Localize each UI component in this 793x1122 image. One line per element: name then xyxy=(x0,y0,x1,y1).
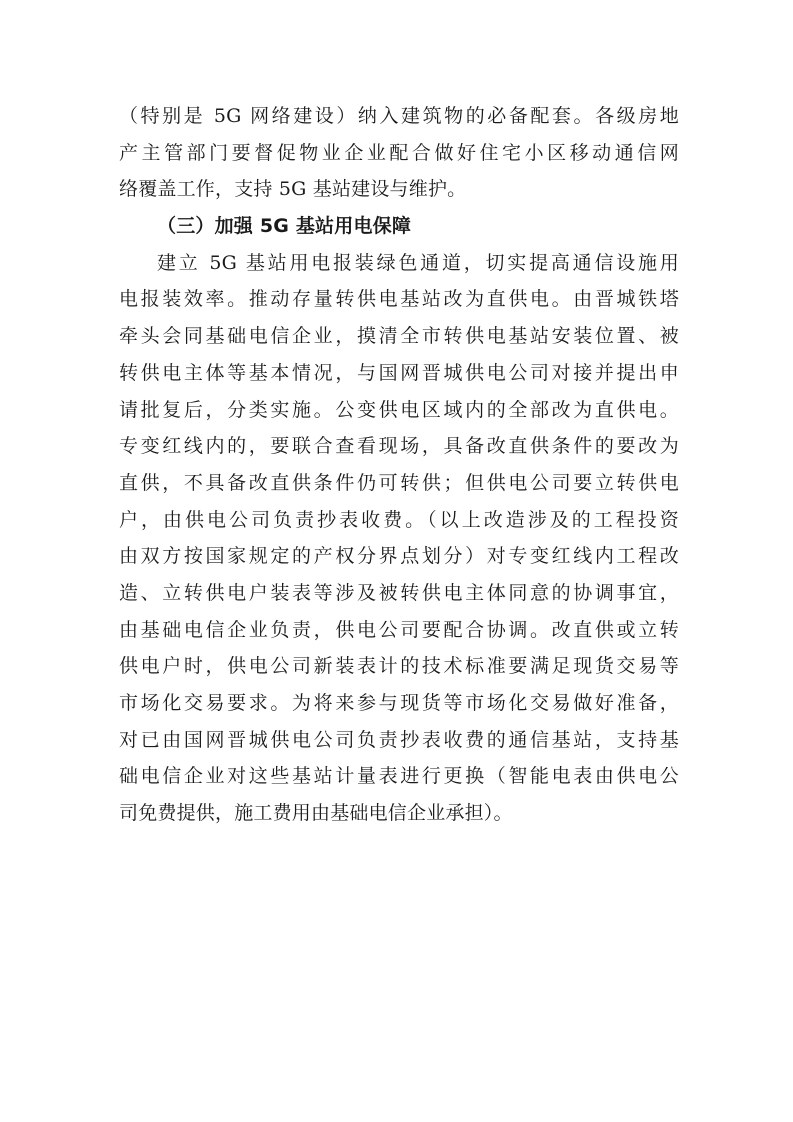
text-line: 转供电主体等基本情况，与国网晋城供电公司对接并提出申 xyxy=(119,361,679,384)
text-line: 由双方按国家规定的产权分界点划分）对专变红线内工程改 xyxy=(119,545,679,568)
text-line: 直供，不具备改直供条件仍可转供；但供电公司要立转供电 xyxy=(119,471,679,494)
text-line: 电报装效率。推动存量转供电基站改为直供电。由晋城铁塔 xyxy=(119,288,679,311)
text-line: 础电信企业对这些基站计量表进行更换（智能电表由供电公 xyxy=(119,765,679,788)
text-line: 造、立转供电户装表等涉及被转供电主体同意的协调事宜， xyxy=(119,581,679,604)
paragraph-2 xyxy=(119,245,679,832)
text-line: 牵头会同基础电信企业，摸清全市转供电基站安装位置、被 xyxy=(119,325,679,348)
text-line: 市场化交易要求。为将来参与现货等市场化交易做好准备， xyxy=(119,692,679,714)
text-line: （特别是 5G 网络建设）纳入建筑物的必备配套。各级房地 xyxy=(119,105,679,127)
paragraph-1 xyxy=(119,98,679,208)
text-line: 由基础电信企业负责，供电公司要配合协调。改直供或立转 xyxy=(119,618,679,641)
text-line: 络覆盖工作，支持 5G 基站建设与维护。 xyxy=(119,178,467,201)
text-line: 请批复后，分类实施。公变供电区域内的全部改为直供电。 xyxy=(119,398,679,421)
body-text xyxy=(119,98,679,832)
text-line: 司免费提供，施工费用由基础电信企业承担）。 xyxy=(119,802,513,825)
text-line: 对已由国网晋城供电公司负责抄表收费的通信基站，支持基 xyxy=(119,728,679,751)
text-line: 产主管部门要督促物业企业配合做好住宅小区移动通信网 xyxy=(119,141,679,164)
section-heading: （三）加强 5G 基站用电保障 xyxy=(157,215,412,238)
text-line: 供电户时，供电公司新装表计的技术标准要满足现货交易等 xyxy=(119,655,679,678)
text-line: 专变红线内的，要联合查看现场，具备改直供条件的要改为 xyxy=(119,435,679,458)
text-line: 户，由供电公司负责抄表收费。（以上改造涉及的工程投资 xyxy=(119,508,679,531)
text-line: 建立 5G 基站用电报装绿色通道，切实提高通信设施用 xyxy=(157,251,679,274)
